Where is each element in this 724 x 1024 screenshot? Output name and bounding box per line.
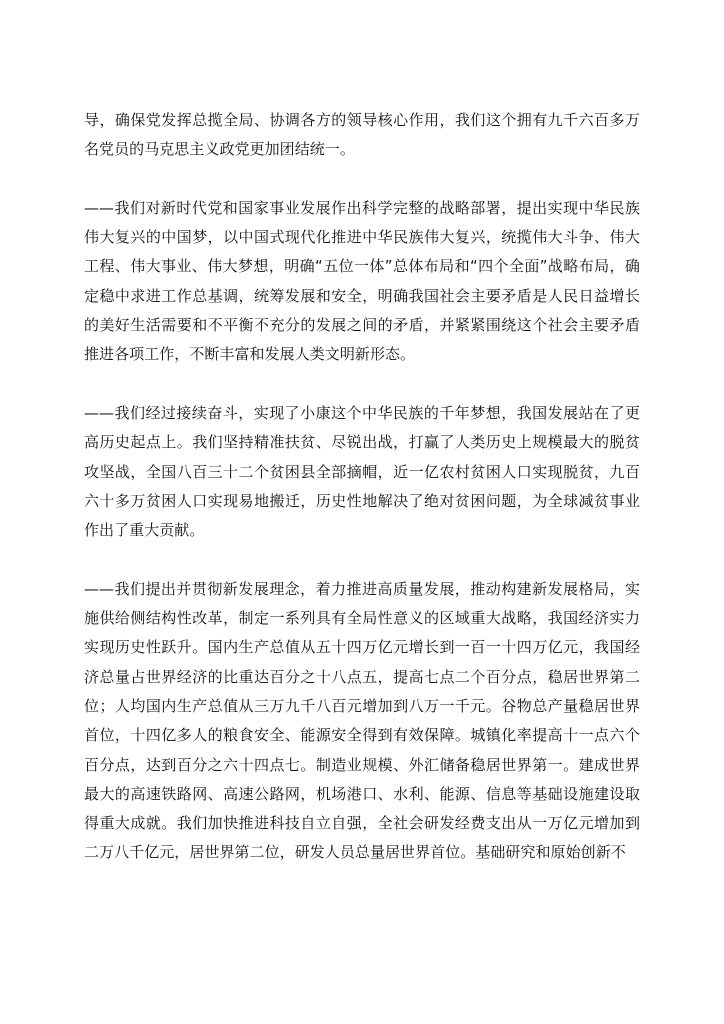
paragraph-1: 导，确保党发挥总揽全局、协调各方的领导核心作用，我们这个拥有九千六百多万名党员的马克思主义政党更加团结统一。 — [84, 111, 640, 159]
paragraph-2: ——我们对新时代党和国家事业发展作出科学完整的战略部署，提出实现中华民族伟大复兴的中国梦，以中国式现代化推进中华民族伟大复兴，统揽伟大斗争、伟大工程、伟大事业、伟大梦想，明确“五位一体”总体布局和“四个全面”战略布局，确定稳中求进工作总基调，统筹发展和安全，明确我国社会主要矛盾是人民日益增长的美好生活需要和不平衡不充分的发展之间的矛盾，并紧紧围绕这个社会主要矛盾推进各项工作，不断丰富和发展人类文明新形态。 — [84, 198, 640, 364]
paragraph-3: ——我们经过接续奋斗，实现了小康这个中华民族的千年梦想，我国发展站在了更高历史起点上。我们坚持精准扶贫、尽锐出战，打赢了人类历史上规模最大的脱贫攻坚战，全国八百三十二个贫困县全部摘帽，近一亿农村贫困人口实现脱贫，九百六十多万贫困人口实现易地搬迁，历史性地解决了绝对贫困问题，为全球减贫事业作出了重大贡献。 — [84, 403, 640, 540]
paragraph-4: ——我们提出并贯彻新发展理念，着力推进高质量发展，推动构建新发展格局，实施供给侧结构性改革，制定一系列具有全局性意义的区域重大战略，我国经济实力实现历史性跃升。国内生产总值从五十四万亿元增长到一百一十四万亿元，我国经济总量占世界经济的比重达百分之十八点五，提高七点二个百分点，稳居世界第二位；人均国内生产总值从三万九千八百元增加到八万一千元。谷物总产量稳居世界首位，十四亿多人的粮食安全、能源安全得到有效保障。城镇化率提高十一点六个百分点，达到百分之六十四点七。制造业规模、外汇储备稳居世界第一。建成世界最大的高速铁路网、高速公路网，机场港口、水利、能源、信息等基础设施建设取得重大成就。我们加快推进科技自立自强，全社会研发经费支出从一万亿元增加到二万八千亿元，居世界第二位，研发人员总量居世界首位。基础研究和原始创新不 — [84, 579, 640, 862]
document-body — [84, 106, 640, 897]
